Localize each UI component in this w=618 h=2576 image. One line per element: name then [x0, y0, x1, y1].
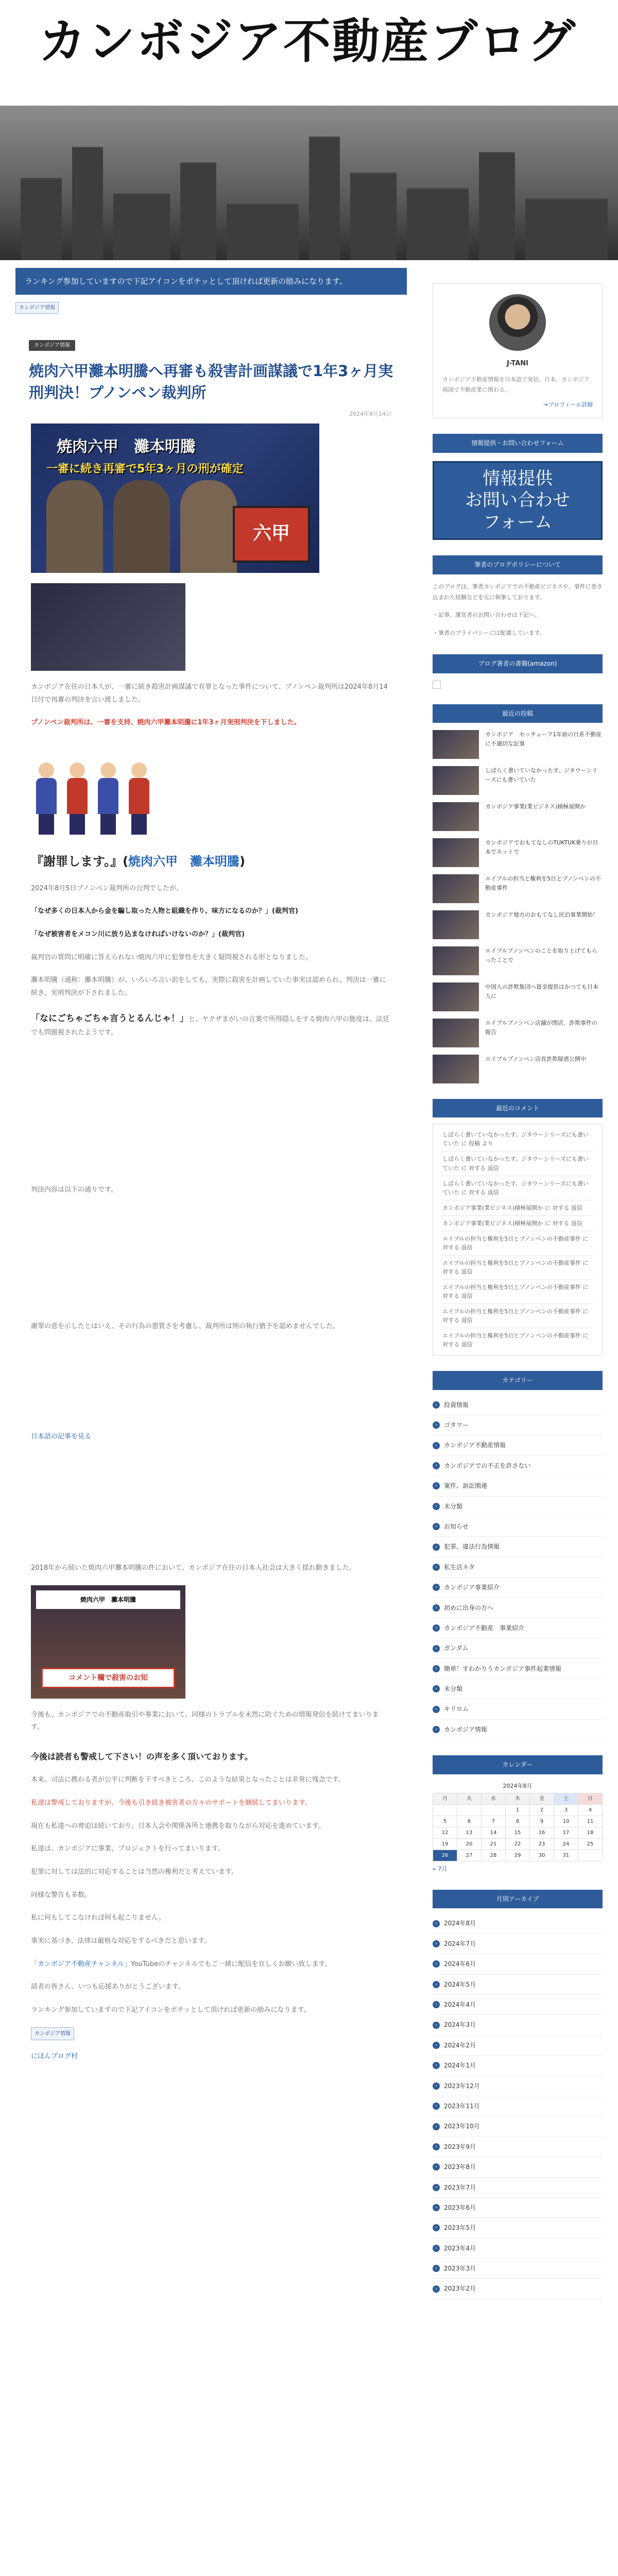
- recent-post-title: エイブルの担当と権利を5日とプノンペンの不動産事件: [485, 875, 601, 891]
- category-item[interactable]: [433, 1618, 603, 1638]
- archive-item-label: 2023年3月: [444, 2265, 476, 2273]
- calendar-weekday: 火: [457, 1793, 482, 1805]
- calendar-weekday: 水: [482, 1793, 506, 1805]
- calendar-day: 21: [482, 1839, 506, 1850]
- recent-post-title: 中国人の詐欺集団へ資金提供はかつても日本人に: [485, 984, 598, 999]
- chevron-right-icon: ›: [433, 1706, 440, 1713]
- archive-item-label: 2023年11月: [444, 2102, 480, 2110]
- archive-item[interactable]: [433, 2015, 603, 2035]
- recent-post-thumbnail: [433, 874, 479, 903]
- archive-list: [433, 1913, 603, 2299]
- calendar-day: 9: [530, 1816, 554, 1827]
- recent-post-thumbnail: [433, 730, 479, 759]
- calendar-heading: カレンダー: [433, 1755, 603, 1774]
- paragraph-17: 読者の皆さん、いつも応援ありがとうございます。: [31, 1983, 185, 1991]
- recent-posts-list: [433, 730, 603, 1083]
- category-item[interactable]: [433, 1557, 603, 1578]
- chevron-right-icon: ›: [433, 2042, 440, 2049]
- comment-item[interactable]: しばらく書いていなかったす。ジタウーシリーズにも書いていた に 投稿 より: [442, 1127, 593, 1151]
- recent-post-item[interactable]: [433, 838, 603, 867]
- archive-item[interactable]: [433, 2076, 603, 2096]
- category-item[interactable]: [433, 1537, 603, 1557]
- archive-item[interactable]: [433, 1995, 603, 2015]
- chevron-right-icon: ›: [433, 1401, 440, 1409]
- book-heading: ブログ著者の書籍(amazon): [433, 654, 603, 673]
- recent-post-thumbnail: [433, 910, 479, 939]
- calendar-table: [433, 1793, 603, 1861]
- chevron-right-icon: ›: [433, 2204, 440, 2211]
- question-1: 「なぜ多くの日本人から金を騙し取った人物と組織を作り、味方になるのか？」(裁判官): [31, 907, 298, 916]
- calendar-day: 4: [578, 1805, 603, 1816]
- chevron-right-icon: ›: [433, 2184, 440, 2191]
- chevron-right-icon: ›: [433, 1645, 440, 1652]
- eyecatch-subtitle: 一審に続き再審で5年3ヶ月の刑が確定: [46, 462, 244, 476]
- recent-post-title: しばらく書いていなかったす。ジタウーシリーズにも書いていた: [485, 767, 598, 783]
- chevron-right-icon: ›: [433, 2082, 440, 2090]
- archive-item-label: 2024年8月: [444, 1920, 476, 1927]
- article-thumbnail: [31, 583, 185, 671]
- chevron-right-icon: ›: [433, 1482, 440, 1489]
- blog-policy-text-2: ・記事、運営者のお問い合わせは下記へ。: [433, 612, 540, 619]
- calendar: [433, 1782, 603, 1874]
- calendar-day: 3: [554, 1805, 578, 1816]
- post-date: 2024年8月14日: [349, 411, 391, 418]
- category-item-label: ガンダム: [444, 1645, 469, 1652]
- quote-heading-prefix: 『謝罪します。』(: [31, 854, 129, 869]
- header-hero-image: [0, 106, 618, 260]
- archive-item[interactable]: [433, 2198, 603, 2218]
- category-item[interactable]: [433, 1679, 603, 1699]
- comment-item[interactable]: エイブルの担当と権利を5日とプノンペンの不動産事件 に 対する 返信: [442, 1256, 593, 1280]
- profile-more-link[interactable]: →プロフィール詳細: [543, 401, 593, 408]
- category-item-label: 案件、訴訟関連: [444, 1482, 488, 1490]
- nihon-blog-mura-link[interactable]: にほんブログ村: [31, 2052, 78, 2060]
- comment-item[interactable]: エイブルの担当と権利を5日とプノンペンの不動産事件 に 対する 返信: [442, 1280, 593, 1304]
- chevron-right-icon: ›: [433, 1523, 440, 1530]
- archive-item-label: 2023年9月: [444, 2143, 476, 2150]
- category-heading: カテゴリー: [433, 1371, 603, 1389]
- archive-item-label: 2024年4月: [444, 2001, 476, 2008]
- question-2: 「なぜ被害者をメコン川に放り込まなければいけないのか？」(裁判官): [31, 930, 245, 939]
- chevron-right-icon: ›: [433, 2022, 440, 2029]
- archive-item-label: 2023年2月: [444, 2285, 476, 2293]
- paragraph-6: 2018年から続いた焼肉六甲灘本明騰の件において、カンボジア在住の日本人社会は大きく揺れ動きました。: [31, 1564, 356, 1572]
- recent-post-item[interactable]: [433, 874, 603, 903]
- category-item-label: ゴタワー: [444, 1421, 469, 1429]
- archive-item[interactable]: [433, 1934, 603, 1954]
- calendar-day: 19: [433, 1839, 457, 1850]
- chevron-right-icon: ›: [433, 1564, 440, 1571]
- archive-item[interactable]: [433, 1975, 603, 1995]
- category-item[interactable]: [433, 1598, 603, 1618]
- recent-post-title: エイブルプノンペンのことを取り上げてもらったことで: [485, 947, 597, 963]
- calendar-day: 20: [457, 1839, 482, 1850]
- category-item[interactable]: [433, 1638, 603, 1658]
- news-link[interactable]: 日本語の記事を見る: [31, 1433, 92, 1441]
- calendar-day: [433, 1805, 457, 1816]
- paragraph-8: 本来、司法に携わる者が公平に判断を下すべきところ、このような結果となったことは非常に残念です。: [31, 1776, 345, 1784]
- profile-name: J-TANI: [507, 360, 528, 367]
- paragraph-2: 裁判官の質問に明確に答えられない焼肉六甲に犯罪性を大きく疑問視される形となりました。: [31, 953, 313, 961]
- calendar-day: 15: [506, 1827, 530, 1839]
- archive-item[interactable]: [433, 2279, 603, 2299]
- chevron-right-icon: ›: [433, 1442, 440, 1449]
- recent-post-thumbnail: [433, 982, 479, 1011]
- archive-item[interactable]: [433, 2157, 603, 2177]
- paragraph-10: 現在も私達への脅迫は続いており、日本人会や関係各所と連携を取りながら対応を進めています。: [31, 1822, 325, 1830]
- calendar-day: 5: [433, 1816, 457, 1827]
- book-image[interactable]: [433, 681, 441, 689]
- calendar-day: 30: [530, 1850, 554, 1861]
- contact-heading: 情報提供・お問い合わせフォーム: [433, 434, 603, 452]
- calendar-day: 26: [433, 1850, 457, 1861]
- chevron-right-icon: ›: [433, 2285, 440, 2293]
- inline-image-caption-2: コメント欄で殺害のお知: [41, 1668, 175, 1688]
- calendar-day: 12: [433, 1827, 457, 1839]
- paragraph-12: 犯罪に対しては法的に対応することは当然の権利だと考えています。: [31, 1868, 238, 1876]
- calendar-weekday: 日: [578, 1793, 603, 1805]
- chevron-right-icon: ›: [433, 1462, 440, 1469]
- calendar-day: 2: [530, 1805, 554, 1816]
- archive-item[interactable]: [433, 2239, 603, 2259]
- paragraph-7: 今後も、カンボジアでの不動産取引や事業において、同様のトラブルを未然に防ぐための情報発信を続けてまいります。: [31, 1710, 379, 1732]
- chevron-right-icon: ›: [433, 1584, 440, 1591]
- category-item[interactable]: [433, 1415, 603, 1435]
- calendar-day: 22: [506, 1839, 530, 1850]
- archive-item-label: 2023年6月: [444, 2204, 476, 2211]
- avatar: [489, 294, 546, 351]
- youtube-channel-link[interactable]: 「カンボジア不動産チャンネル」: [31, 1960, 131, 1968]
- recent-post-item[interactable]: [433, 982, 603, 1011]
- sidebar: [433, 283, 603, 2299]
- quote-heading-link[interactable]: 焼肉六甲 灘本明騰: [128, 854, 240, 869]
- archive-heading: 月別アーカイブ: [433, 1890, 603, 1908]
- archive-item-label: 2023年4月: [444, 2244, 476, 2252]
- category-item[interactable]: [433, 1476, 603, 1496]
- comment-item[interactable]: エイブルの担当と権利を5日とプノンペンの不動産事件 に 対する 返信: [442, 1304, 593, 1328]
- category-item[interactable]: [433, 1720, 603, 1740]
- calendar-day: [457, 1805, 482, 1816]
- inline-image: [31, 1585, 185, 1699]
- archive-item-label: 2024年7月: [444, 1940, 476, 1947]
- chevron-right-icon: ›: [433, 1981, 440, 1988]
- archive-item-label: 2024年6月: [444, 1960, 476, 1968]
- chevron-right-icon: ›: [433, 1421, 440, 1429]
- archive-item[interactable]: [433, 2116, 603, 2137]
- category-item[interactable]: [433, 1578, 603, 1598]
- category-item-label: 未分類: [444, 1502, 463, 1510]
- paragraph-18: ランキング参加していますので下記アイコンをポチッとして頂ければ更新の励みになります。: [31, 2006, 311, 2014]
- recent-comments-list: [433, 1124, 603, 1355]
- intro-paragraph: カンボジア在住の日本人が、一審に続き殺害計画謀議で有罪となった事件について、プノンペン裁判所は2024年8月14日付で再審の判決を言い渡しました。: [31, 683, 388, 704]
- calendar-day: [482, 1805, 506, 1816]
- calendar-day: 13: [457, 1827, 482, 1839]
- chevron-right-icon: ›: [433, 1726, 440, 1733]
- main-content: [15, 268, 407, 2063]
- eyecatch-title: 焼肉六甲 灘本明騰: [57, 437, 196, 456]
- paragraph-1: 2024年8月5日プノンペン裁判所の公判でしたが、: [31, 884, 183, 892]
- archive-item-label: 2024年2月: [444, 2041, 476, 2049]
- recent-post-item[interactable]: [433, 802, 603, 831]
- inline-image-caption: 焼肉六甲 灘本明騰: [36, 1590, 180, 1609]
- archive-item[interactable]: [433, 2137, 603, 2157]
- archive-item-label: 2023年5月: [444, 2224, 476, 2232]
- calendar-day: [578, 1850, 603, 1861]
- chevron-right-icon: ›: [433, 1960, 440, 1968]
- recent-post-thumbnail: [433, 1055, 479, 1083]
- article-title: 焼肉六甲灘本明騰へ再審も殺害計画謀議で1年3ヶ月実刑判決！プノンペン裁判所: [29, 362, 393, 402]
- calendar-day: 7: [482, 1816, 506, 1827]
- ranking-badge-link-2[interactable]: カンボジア情報: [31, 2027, 74, 2040]
- article: [15, 340, 407, 2063]
- category-item-label: カンボジア不動産情報: [444, 1442, 506, 1449]
- chevron-right-icon: ›: [433, 1544, 440, 1551]
- calendar-caption: 2024年8月: [503, 1782, 533, 1789]
- comment-item[interactable]: エイブルの担当と権利を5日とプノンペンの不動産事件 に 対する 返信: [442, 1231, 593, 1256]
- quote-2: 「なにごちゃごちゃ言うとるんじゃ！」: [31, 1013, 188, 1024]
- calendar-day: 17: [554, 1827, 578, 1839]
- paragraph-5: 謝罪の意を示したとはいえ、その行為の悪質さを考慮し、裁判所は刑の執行猶予を認めませんでした。: [31, 1322, 339, 1330]
- chevron-right-icon: ›: [433, 1604, 440, 1612]
- calendar-weekday: 月: [433, 1793, 457, 1805]
- archive-item-label: 2023年10月: [444, 2123, 480, 2130]
- category-item-label: カンボジア不動産 事業紹介: [444, 1624, 525, 1632]
- comment-item[interactable]: カンボジア事業(業ビジネス)積極展開か に 対する 返信: [442, 1200, 593, 1216]
- recent-post-thumbnail: [433, 1019, 479, 1047]
- recent-post-title: カンボジア事業(業ビジネス)積極展開か: [485, 803, 586, 810]
- category-item-label: カンボジア事業紹介: [444, 1584, 500, 1591]
- quote-heading: [31, 851, 391, 872]
- category-item-label: 初めに出身の方へ: [444, 1604, 494, 1612]
- archive-item-label: 2024年5月: [444, 1980, 476, 1988]
- archive-item[interactable]: [433, 2218, 603, 2238]
- recent-post-thumbnail: [433, 802, 479, 831]
- recent-post-item[interactable]: [433, 910, 603, 939]
- section-heading: 今後は読者も警戒して下さい！の声を多く頂いております。: [31, 1751, 253, 1761]
- calendar-day: 18: [578, 1827, 603, 1839]
- chevron-right-icon: ›: [433, 1685, 440, 1692]
- paragraph-14: 私に何もしてこなければ何も起こりません。: [31, 1914, 165, 1922]
- chevron-right-icon: ›: [433, 1503, 440, 1510]
- calendar-day: 28: [482, 1850, 506, 1861]
- paragraph-3: 灘本明騰（通称：灘本明騰）が、いろいろ言い訳をしても、実際に殺害を計画していた事実は認められ、判決は一審に続き、実刑判決が下されました。: [31, 976, 386, 997]
- category-item[interactable]: [433, 1517, 603, 1537]
- chevron-right-icon: ›: [433, 2265, 440, 2272]
- calendar-day: 6: [457, 1816, 482, 1827]
- category-item[interactable]: [433, 1699, 603, 1719]
- calendar-weekday: 土: [554, 1793, 578, 1805]
- calendar-day: 27: [457, 1850, 482, 1861]
- calendar-prev-link[interactable]: « 7月: [433, 1866, 448, 1873]
- chevron-right-icon: ›: [433, 1920, 440, 1927]
- calendar-weekday: 金: [530, 1793, 554, 1805]
- recent-post-title: カンボジアでおもてなしのTUKTUK乗りが日本でネットで: [485, 839, 598, 855]
- recent-post-item[interactable]: [433, 766, 603, 795]
- recent-post-title: エイブルプノンペン店長詐欺疑惑公開中: [485, 1056, 586, 1062]
- recent-post-thumbnail: [433, 766, 479, 795]
- category-item[interactable]: [433, 1659, 603, 1679]
- category-list: [433, 1395, 603, 1740]
- ranking-notice: [15, 268, 407, 295]
- illustration-figures: [31, 742, 165, 835]
- category-item-label: お知らせ: [444, 1522, 469, 1530]
- quote-heading-suffix: ): [239, 854, 246, 869]
- ranking-badge-link[interactable]: カンボジア情報: [15, 302, 59, 314]
- recent-comments-heading: 最近のコメント: [433, 1099, 603, 1117]
- calendar-day: 31: [554, 1850, 578, 1861]
- chevron-right-icon: ›: [433, 2163, 440, 2171]
- archive-item[interactable]: [433, 2036, 603, 2056]
- calendar-day: 16: [530, 1827, 554, 1839]
- calendar-day: 29: [506, 1850, 530, 1861]
- chevron-right-icon: ›: [433, 1940, 440, 1947]
- chevron-right-icon: ›: [433, 2062, 440, 2069]
- chevron-right-icon: ›: [433, 2123, 440, 2130]
- calendar-day: 1: [506, 1805, 530, 1816]
- article-category-label[interactable]: カンボジア情報: [29, 340, 75, 351]
- calendar-day: 25: [578, 1839, 603, 1850]
- paragraph-15: 事実に基づき、法律は厳格な対応をするべきだと思います。: [31, 1937, 211, 1945]
- archive-item-label: 2023年8月: [444, 2163, 476, 2171]
- quote-2-after: と、ヤクザまがいの言葉で所得隠しをする焼肉六甲の態度は、法廷でも問題視されたようです。: [31, 1015, 390, 1037]
- archive-item-label: 2024年1月: [444, 2062, 476, 2070]
- ranking-notice-text: ランキング参加していますので下記アイコンをポチッとして頂ければ更新の励みになります。: [25, 277, 347, 286]
- category-item-label: キリロム: [444, 1705, 469, 1713]
- chevron-right-icon: ›: [433, 2224, 440, 2231]
- blog-policy-text-3: ・筆者のプライバシーには配慮しています。: [433, 630, 545, 637]
- profile-description: カンボジア不動産情報を日本語で発信。日本、カンボジア両国で不動産業に関わる。: [442, 376, 590, 393]
- verdict-paragraph: プノンペン裁判所は、一審を支持、焼肉六甲灘本明騰に1年3ヶ月実刑判決を下しました。: [31, 719, 301, 727]
- comment-item[interactable]: しばらく書いていなかったす。ジタウーシリーズにも書いていた に 対する 返信: [442, 1151, 593, 1176]
- chevron-right-icon: ›: [433, 1665, 440, 1672]
- calendar-day: 24: [554, 1839, 578, 1850]
- category-item[interactable]: [433, 1497, 603, 1517]
- calendar-day: 14: [482, 1827, 506, 1839]
- recent-post-title: カンボジア地方のおもてなし民泊事業開始！: [485, 911, 598, 918]
- calendar-day: 10: [554, 1816, 578, 1827]
- category-item[interactable]: [433, 1395, 603, 1415]
- archive-item[interactable]: [433, 1913, 603, 1934]
- chevron-right-icon: ›: [433, 2245, 440, 2252]
- archive-item-label: 2023年12月: [444, 2082, 480, 2090]
- comment-item[interactable]: エイブルの担当と権利を5日とプノンペンの不動産事件 に 対する 返信: [442, 1332, 589, 1348]
- category-item-label: 投資情報: [444, 1401, 469, 1409]
- eyecatch-image: [31, 423, 319, 573]
- blog-policy-text: このブログは、筆者カンボジアでの不動産ビジネスや、事件に巻き込まれた経験などを元に執筆しております。: [433, 583, 603, 601]
- paragraph-11: 私達は、カンボジアに事業、プロジェクトを行ってまいります。: [31, 1845, 225, 1853]
- chevron-right-icon: ›: [433, 2143, 440, 2150]
- recent-post-title: カンボジア セッチェーフ1年前の日系不動産に不適切な記事: [485, 731, 602, 747]
- profile-widget: [433, 283, 603, 418]
- archive-item-label: 2024年3月: [444, 2021, 476, 2029]
- recent-post-title: エイブルプノンペン店舗が閉店、詐欺事件の報告: [485, 1020, 597, 1036]
- archive-item[interactable]: [433, 2096, 603, 2116]
- calendar-day: 23: [530, 1839, 554, 1850]
- category-item[interactable]: [433, 1435, 603, 1455]
- paragraph-13: 同様な警告も多数。: [31, 1891, 92, 1899]
- category-item-label: カンボジア情報: [444, 1725, 488, 1733]
- category-item-label: 簡単！すわかりうカンボジア事件起業情報: [444, 1665, 562, 1672]
- paragraph-16: YouTubeのチャンネルでもご一緒に配信を宜しくお願い致します。: [131, 1960, 332, 1968]
- recent-post-thumbnail: [433, 946, 479, 975]
- chevron-right-icon: ›: [433, 2103, 440, 2110]
- category-item-label: カンボジアでの不正を許さない: [444, 1462, 531, 1469]
- category-item-label: 未分類: [444, 1685, 463, 1693]
- comment-item[interactable]: カンボジア事業(業ビジネス)積極展開か に 対する 返信: [442, 1216, 593, 1231]
- recent-post-item[interactable]: [433, 730, 603, 759]
- recent-post-item[interactable]: [433, 1019, 603, 1047]
- archive-item[interactable]: [433, 2259, 603, 2279]
- recent-post-thumbnail: [433, 838, 479, 867]
- category-item-label: 私生活ネタ: [444, 1563, 475, 1571]
- recent-post-item[interactable]: [433, 946, 603, 975]
- blog-policy-heading: 筆者のブログポリシーについて: [433, 555, 603, 574]
- calendar-day: 8: [506, 1816, 530, 1827]
- archive-item[interactable]: [433, 2178, 603, 2198]
- chevron-right-icon: ›: [433, 1624, 440, 1632]
- calendar-weekday: 木: [506, 1793, 530, 1805]
- contact-banner[interactable]: 情報提供 お問い合わせ フォーム: [433, 461, 603, 540]
- eyecatch-sign: 六甲: [233, 506, 310, 563]
- archive-item[interactable]: [433, 1954, 603, 1974]
- site-title[interactable]: カンボジア不動産ブログ: [39, 13, 577, 69]
- archive-item-label: 2023年7月: [444, 2183, 476, 2191]
- site-header: [0, 0, 618, 260]
- recent-posts-heading: 最近の投稿: [433, 704, 603, 723]
- comment-item[interactable]: しばらく書いていなかったす。ジタウーシリーズにも書いていた に 対する 返信: [442, 1176, 593, 1200]
- category-item-label: 犯罪、違法行為情報: [444, 1543, 500, 1551]
- category-item[interactable]: [433, 1456, 603, 1476]
- archive-item[interactable]: [433, 2056, 603, 2076]
- paragraph-9: 私達は警戒しておりますが、今後も引き続き被害者の方々のサポートを継続してまいります。: [31, 1799, 312, 1807]
- calendar-day: 11: [578, 1816, 603, 1827]
- recent-post-item[interactable]: [433, 1055, 603, 1083]
- paragraph-4: 判決内容は以下の通りです。: [31, 1185, 117, 1194]
- chevron-right-icon: ›: [433, 2001, 440, 2008]
